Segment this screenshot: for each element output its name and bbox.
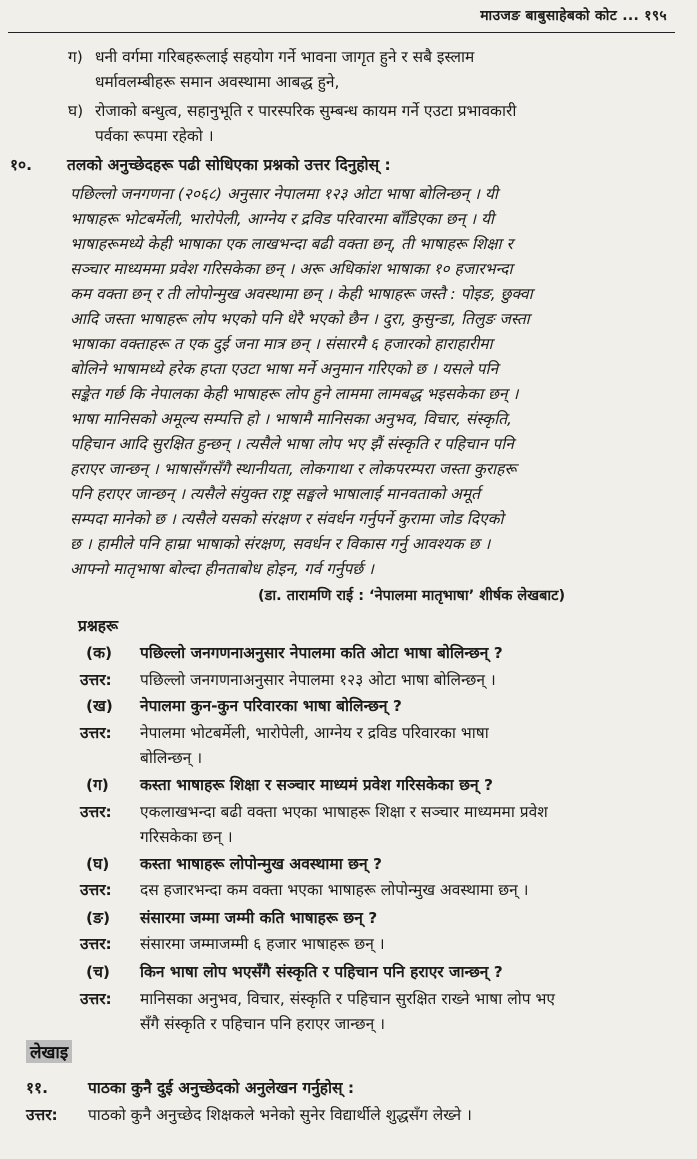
- question-label: (क): [86, 644, 113, 662]
- question-text: किन भाषा लोप भएसँगै संस्कृति र पहिचान पनि हराएर जान्छन् ?: [140, 963, 503, 981]
- prev-item-line: रोजाको बन्धुत्व, सहानुभूति र पारस्परिक सुम्बन्ध कायम गर्ने एउटा प्रभावकारी: [95, 102, 517, 120]
- passage-source: (डा. तारामणि राई : ‘नेपालमा मातृभाषा’ शीर्षक लेखबाट): [258, 588, 566, 604]
- answer-text: गरिसकेका छन् ।: [140, 828, 233, 846]
- question-number: ११.: [26, 1079, 49, 1097]
- answer-label: उत्तर:: [80, 935, 112, 953]
- passage-line: सञ्चार माध्यममा प्रवेश गरिसकेका छन् । अरू अधिकांश भाषाका १० हजारभन्दा: [70, 260, 513, 278]
- answer-text: बोलिन्छन् ।: [140, 749, 203, 767]
- passage-line: भाषाहरूमध्ये केही भाषाका एक लाखभन्दा बढी वक्ता छन्, ती भाषाहरू शिक्षा र: [70, 235, 513, 253]
- answer-label: उत्तर:: [80, 671, 112, 689]
- prev-item-line: धनी वर्गमा गरिबहरूलाई सहयोग गर्ने भावना जागृत हुने र सबै इस्लाम: [95, 48, 475, 66]
- questions-heading: प्रश्नहरू: [78, 617, 119, 635]
- section-heading-lekhai: लेखाइ: [26, 1040, 72, 1063]
- question-text: पाठका कुनै दुई अनुच्छेदको अनुलेखन गर्नुहोस् :: [88, 1079, 355, 1097]
- prev-item-label: घ): [68, 102, 84, 120]
- answer-label: उत्तर:: [80, 803, 112, 821]
- answer-label: उत्तर:: [80, 724, 112, 742]
- answer-text: मानिसका अनुभव, विचार, संस्कृति र पहिचान सुरक्षित राख्ने भाषा लोप भए: [140, 990, 555, 1008]
- passage-line: छ । हामीले पनि हाम्रा भाषाको संरक्षण, सवर्धन र विकास गर्नु आवश्यक छ ।: [70, 535, 491, 553]
- question-text: पछिल्लो जनगणनाअनुसार नेपालमा कति ओटा भाषा बोलिन्छन् ?: [140, 644, 503, 662]
- passage-line: भाषा मानिसको अमूल्य सम्पत्ति हो । भाषामै मानिसका अनुभव, विचार, संस्कृति,: [70, 410, 512, 428]
- answer-text: एकलाखभन्दा बढी वक्ता भएका भाषाहरू शिक्षा र सञ्चार माध्यममा प्रवेश: [140, 803, 548, 821]
- passage-line: आफ्नो मातृभाषा बोल्दा हीनताबोध होइन, गर्व गर्नुपर्छ ।: [70, 560, 374, 578]
- passage-line: पहिचान आदि सुरक्षित हुन्छन् । त्यसैले भाषा लोप भए झैं संस्कृति र पहिचान पनि: [70, 435, 514, 453]
- running-header: माउजङ बाबुसाहेबको कोट ... १९५: [480, 8, 667, 24]
- question-label: (ग): [86, 776, 109, 794]
- header-rule: [8, 32, 675, 33]
- passage-line: हराएर जान्छन् । भाषासँगसँगै स्थानीयता, लोकगाथा र लोकपरम्परा जस्ता कुराहरू: [70, 460, 517, 478]
- answer-label: उत्तर:: [80, 881, 112, 899]
- question-label: (घ): [86, 855, 110, 873]
- passage-line: सम्पदा मानेको छ । त्यसैले यसको संरक्षण र संवर्धन गर्नुपर्ने कुरामा जोड दिएको: [70, 510, 504, 528]
- passage-line: भाषाहरू भोटबर्मेली, भारोपेली, आग्नेय र द्रविड परिवारमा बाँडिएका छन् । यी: [70, 210, 494, 228]
- answer-text: दस हजारभन्दा कम वक्ता भएका भाषाहरू लोपोन्मुख अवस्थामा छन् ।: [140, 881, 529, 899]
- passage-line: पछिल्लो जनगणना (२०६८) अनुसार नेपालमा १२३ ओटा भाषा बोलिन्छन् । यी: [70, 185, 498, 203]
- answer-text: नेपालमा भोटबर्मेली, भारोपेली, आग्नेय र द्रविड परिवारका भाषा: [140, 724, 489, 742]
- question-label: (ङ): [86, 909, 111, 927]
- question-text: संसारमा जम्मा जम्मी कति भाषाहरू छन् ?: [140, 909, 378, 927]
- passage-line: सङ्केत गर्छ कि नेपालका केही भाषाहरू लोप हुने लाममा लामबद्ध भइसकेका छन् ।: [70, 385, 519, 403]
- question-text: नेपालमा कुन-कुन परिवारका भाषा बोलिन्छन् ?: [140, 697, 402, 715]
- answer-text: सँगै संस्कृति र पहिचान पनि हराएर जान्छन् ।: [140, 1015, 386, 1033]
- question-text: कस्ता भाषाहरू शिक्षा र सञ्चार माध्यमं प्रवेश गरिसकेका छन् ?: [140, 776, 493, 794]
- passage-line: भाषाका वक्ताहरू त एक दुई जना मात्र छन् । संसारमै ६ हजारको हाराहारीमा: [70, 335, 493, 353]
- passage-line: पनि हराएर जान्छन् । त्यसैले संयुक्त राष्ट्र सङ्घले भाषालाई मानवताको अमूर्त: [70, 485, 481, 503]
- question-heading: तलको अनुच्छेदहरू पढी सोधिएका प्रश्नको उत्तर दिनुहोस् :: [67, 156, 391, 174]
- question-label: (च): [86, 963, 111, 981]
- passage-line: कम वक्ता छन् र ती लोपोन्मुख अवस्थामा छन् । केही भाषाहरू जस्तै : पोइङ, छुक्वा: [70, 285, 533, 303]
- question-label: (ख): [86, 697, 113, 715]
- answer-text: संसारमा जम्माजम्मी ६ हजार भाषाहरू छन् ।: [140, 935, 385, 953]
- passage-line: आदि जस्ता भाषाहरू लोप भएको पनि धेरै भएको छैन । दुरा, कुसुन्डा, तिलुङ जस्ता: [70, 310, 530, 328]
- passage-line: बोलिने भाषामध्ये हरेक हप्ता एउटा भाषा मर्ने अनुमान गरिएको छ । यसले पनि: [70, 360, 499, 378]
- prev-item-line: पर्वका रूपमा रहेको ।: [95, 127, 214, 145]
- answer-text: पाठको कुनै अनुच्छेद शिक्षकले भनेको सुनेर विद्यार्थीले शुद्धसँग लेख्ने ।: [88, 1106, 472, 1124]
- question-text: कस्ता भाषाहरू लोपोन्मुख अवस्थामा छन् ?: [140, 855, 382, 873]
- prev-item-label: ग): [68, 48, 83, 66]
- prev-item-line: धर्मावलम्बीहरू समान अवस्थामा आबद्ध हुने,: [95, 73, 340, 91]
- answer-text: पछिल्लो जनगणनाअनुसार नेपालमा १२३ ओटा भाषा बोलिन्छन् ।: [140, 671, 496, 689]
- question-number: १०.: [10, 156, 33, 174]
- answer-label: उत्तर:: [80, 990, 112, 1008]
- answer-label: उत्तर:: [26, 1106, 58, 1124]
